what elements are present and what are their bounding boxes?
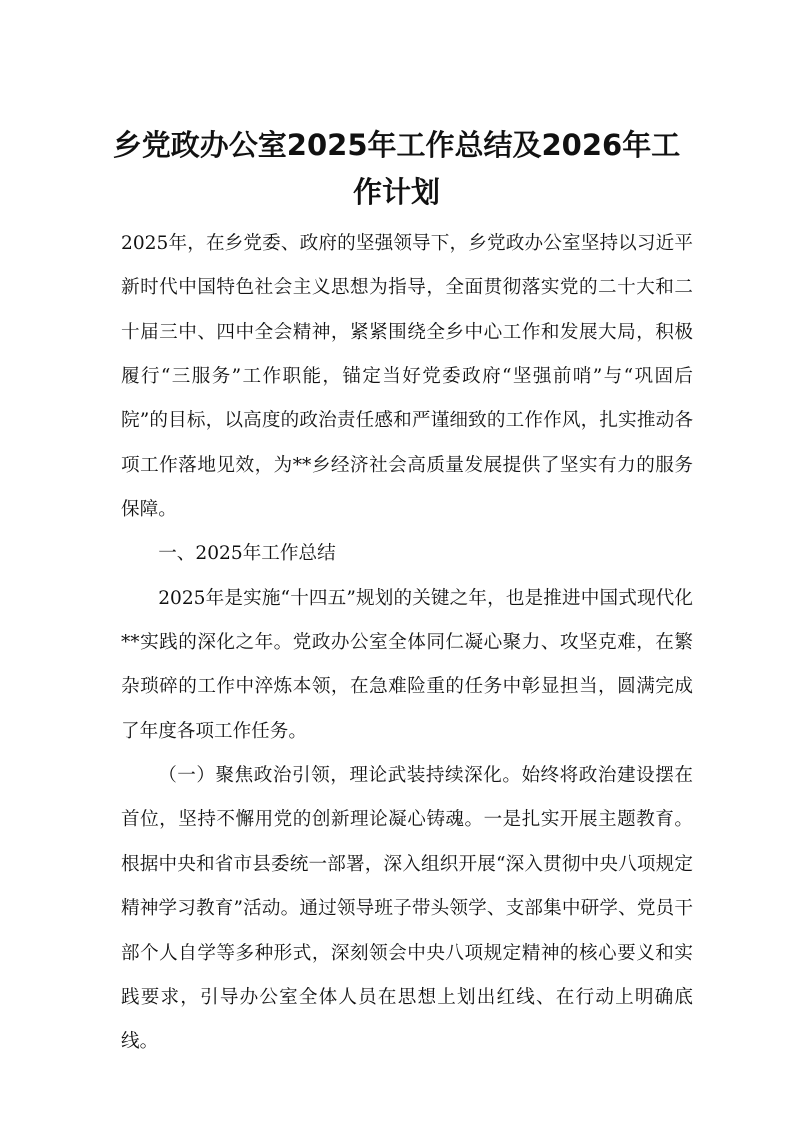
political-guidance-paragraph: （一）聚焦政治引领，理论武装持续深化。始终将政治建设摆在首位，坚持不懈用党的创新理论凝心铸魂。一是扎实开展主题教育。根据中央和省市县委统一部署，深入组织开展“深入贯彻中央八项规定精神学习教育”活动。通过领导班子带头领学、支部集中研学、党员干部个人自学等多种形式，深刻领会中央八项规定精神的核心要义和实践要求，引导办公室全体人员在思想上划出红线、在行动上明确底线。 — [121, 765, 693, 1053]
section-heading: 一、2025年工作总结 — [158, 543, 336, 565]
summary-paragraph: 2025年是实施“十四五”规划的关键之年，也是推进中国式现代化**实践的深化之年。党政办公室全体同仁凝心聚力、攻坚克难，在繁杂琐碎的工作中淬炼本领，在急难险重的任务中彰显担当，圆满完成了年度各项工作任务。 — [121, 587, 693, 742]
document-body — [121, 222, 693, 1065]
document-title-line-1: 乡党政办公室2025年工作总结及2026年工 — [112, 128, 681, 162]
document-title-line-2: 作计划 — [352, 175, 440, 209]
intro-paragraph: 2025年，在乡党委、政府的坚强领导下，乡党政办公室坚持以习近平新时代中国特色社会主义思想为指导，全面贯彻落实党的二十大和二十届三中、四中全会精神，紧紧围绕全乡中心工作和发展大局，积极履行“三服务”工作职能，锚定当好党委政府“坚强前哨”与“巩固后院”的目标，以高度的政治责任感和严谨细致的工作作风，扎实推动各项工作落地见效，为**乡经济社会高质量发展提供了坚实有力的服务保障。 — [121, 233, 693, 521]
